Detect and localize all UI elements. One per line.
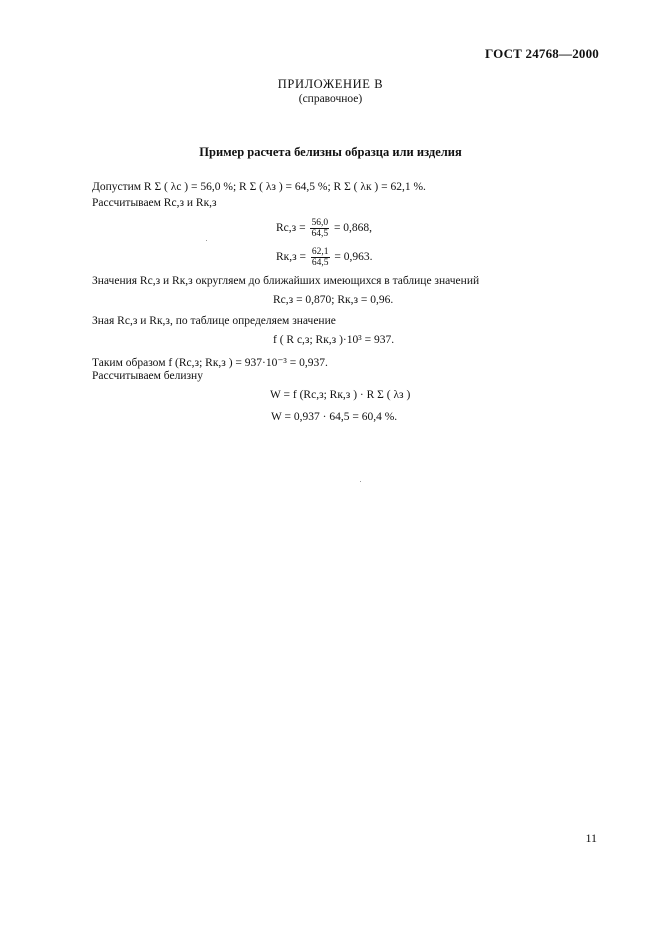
formula-f-value: f ( R с,з; Rк,з )·10³ = 937. — [273, 334, 395, 346]
scan-speck — [206, 240, 207, 241]
appendix-title: ПРИЛОЖЕНИЕ В — [277, 77, 384, 91]
formula-rounded: Rс,з = 0,870; Rк,з = 0,96. — [273, 294, 394, 306]
formula-w: W = f (Rс,з; Rк,з ) · R Σ ( λз ) — [270, 389, 411, 401]
rounding-line: Значения Rс,з и Rк,з округляем до ближайших имеющихся в таблице значений — [92, 275, 480, 287]
formula-rkz-fraction — [311, 247, 330, 268]
calc-white-line: Рассчитываем белизну — [92, 370, 203, 382]
formula-rkz-numerator: 62,1 — [311, 247, 329, 257]
formula-rcz-numerator: 56,0 — [311, 218, 329, 228]
formula-w-value: W = 0,937 · 64,5 = 60,4 %. — [271, 411, 398, 423]
formula-rcz-denominator: 64,5 — [311, 229, 329, 239]
formula-rkz-denominator: 64,5 — [311, 258, 329, 268]
calc-intro-line: Рассчитываем Rс,з и Rк,з — [92, 197, 217, 209]
appendix-subtitle: (справочное) — [298, 93, 363, 105]
formula-rcz-lhs: Rс,з = — [276, 222, 306, 235]
formula-rkz — [276, 247, 373, 268]
assumption-line: Допустим R Σ ( λс ) = 56,0 %; R Σ ( λз ) = 64,5 %; R Σ ( λк ) = 62,1 %. — [92, 181, 426, 193]
page-number: 11 — [585, 831, 597, 845]
scan-speck — [360, 481, 361, 482]
thus-line: Таким образом f (Rс,з; Rк,з ) = 937·10⁻³ = 0,937. — [92, 357, 328, 369]
knowing-line: Зная Rс,з и Rк,з, по таблице определяем значение — [92, 315, 336, 327]
section-heading: Пример расчета белизны образца или изделия — [199, 145, 462, 159]
document-code: ГОСТ 24768—2000 — [484, 46, 599, 61]
formula-rcz-rhs: = 0,868, — [333, 222, 373, 235]
formula-rkz-lhs: Rк,з = — [276, 251, 307, 264]
formula-rcz — [276, 218, 372, 239]
formula-rcz-fraction — [310, 218, 329, 239]
formula-rkz-rhs: = 0,963. — [334, 251, 373, 264]
